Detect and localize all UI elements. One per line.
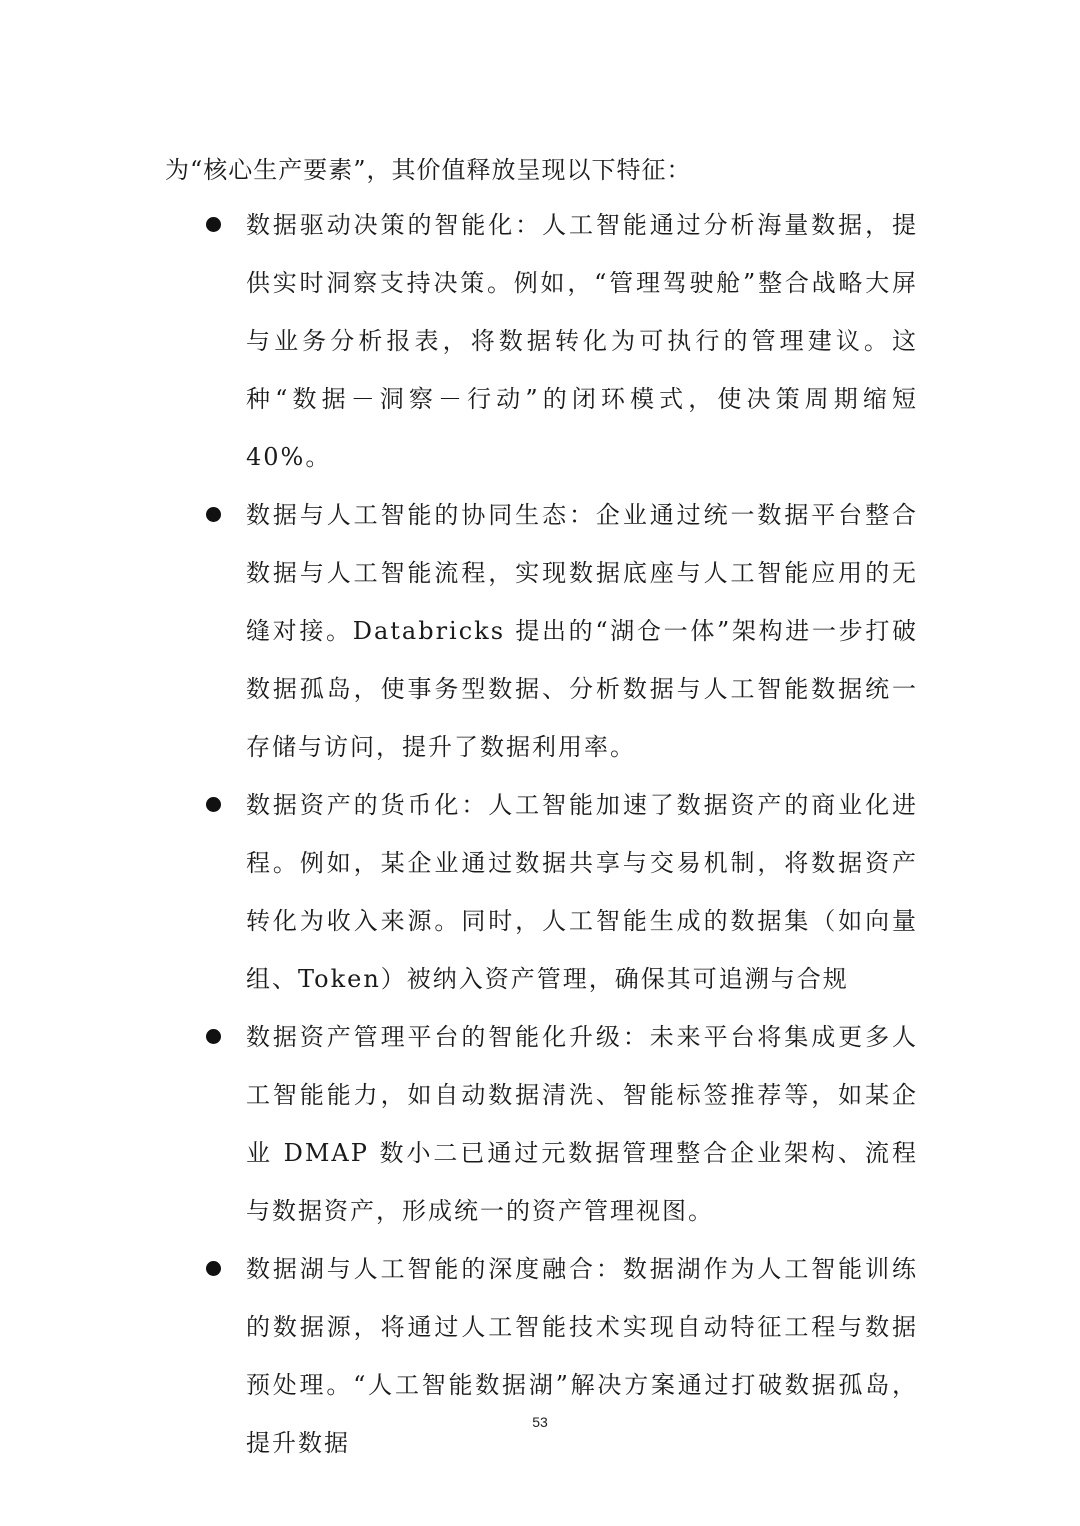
feature-bullet-list: [0, 196, 1080, 1472]
bullet-dot-icon: [206, 797, 221, 812]
bullet-item-platform-upgrade: [0, 1008, 1080, 1240]
bullet-text: 数据湖与人工智能的深度融合：数据湖作为人工智能训练的数据源，将通过人工智能技术实现自动特征工程与数据预处理。“人工智能数据湖”解决方案通过打破数据孤岛，提升数据: [246, 1255, 918, 1457]
bullet-text: 数据与人工智能的协同生态：企业通过统一数据平台整合数据与人工智能流程，实现数据底座与人工智能应用的无缝对接。Databricks 提出的“湖仓一体”架构进一步打破数据孤岛，使事务型数据、分析数据与人工智能数据统一存储与访问，提升了数据利用率。: [246, 501, 918, 761]
bullet-dot-icon: [206, 217, 221, 232]
bullet-dot-icon: [206, 1029, 221, 1044]
bullet-item-data-lake-fusion: [0, 1240, 1080, 1472]
bullet-text: 数据驱动决策的智能化：人工智能通过分析海量数据，提供实时洞察支持决策。例如，“管理驾驶舱”整合战略大屏与业务分析报表，将数据转化为可执行的管理建议。这种“数据－洞察－行动”的闭环模式，使决策周期缩短 40%。: [246, 211, 918, 471]
intro-paragraph: 为“核心生产要素”，其价值释放呈现以下特征：: [165, 156, 692, 184]
bullet-text: 数据资产管理平台的智能化升级：未来平台将集成更多人工智能能力，如自动数据清洗、智能标签推荐等，如某企业 DMAP 数小二已通过元数据管理整合企业架构、流程与数据资产，形成统一的资产管理视图。: [246, 1023, 918, 1225]
bullet-text: 数据资产的货币化：人工智能加速了数据资产的商业化进程。例如，某企业通过数据共享与交易机制，将数据资产转化为收入来源。同时，人工智能生成的数据集（如向量组、Token）被纳入资产管理，确保其可追溯与合规: [246, 791, 918, 993]
bullet-dot-icon: [206, 1261, 221, 1276]
bullet-dot-icon: [206, 507, 221, 522]
page-number: 53: [532, 1414, 548, 1430]
bullet-item-decision-intelligence: [0, 196, 1080, 486]
bullet-item-data-monetization: [0, 776, 1080, 1008]
bullet-item-data-ai-ecosystem: [0, 486, 1080, 776]
